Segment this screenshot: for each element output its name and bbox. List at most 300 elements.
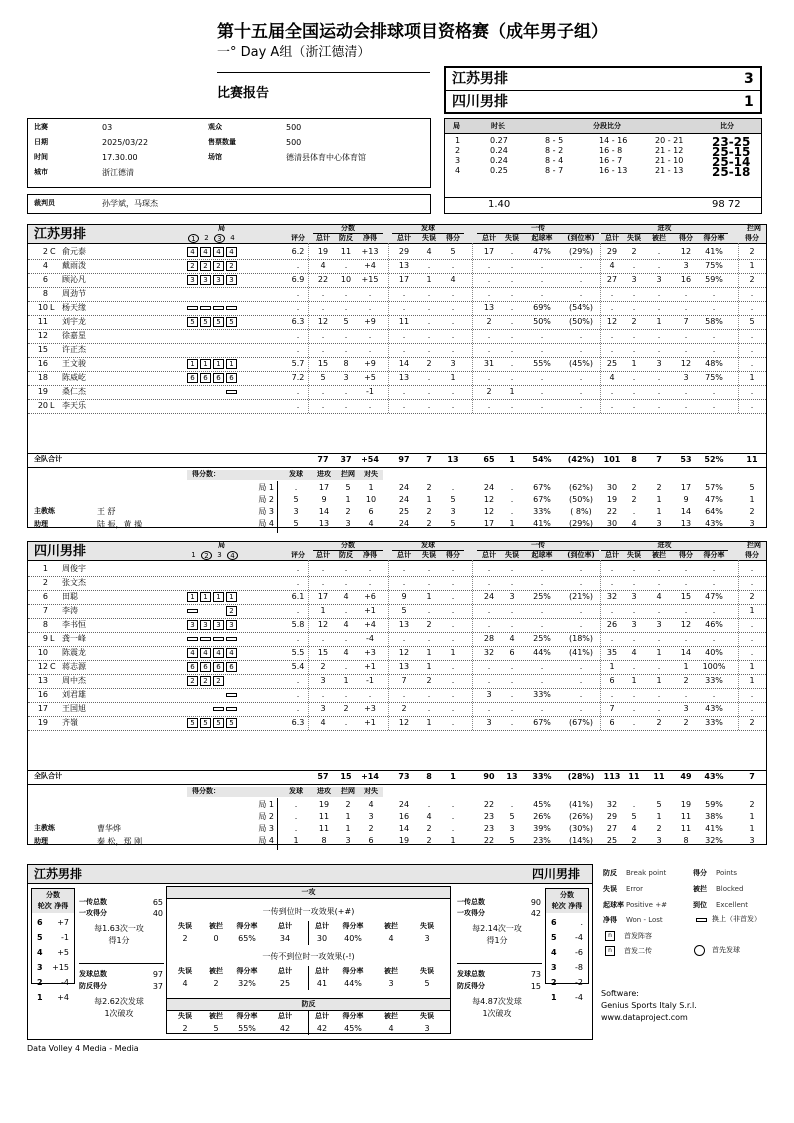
player-apc: . [712, 401, 716, 410]
player-re: . [510, 620, 514, 629]
player-ab: 3 [656, 275, 662, 284]
stat-col-header: 得分率 [236, 967, 258, 975]
player-ap: 12 [680, 620, 692, 629]
player-ab: 1 [656, 317, 662, 326]
player-rt2: 17 [483, 247, 495, 256]
set-ap: 19 [680, 800, 692, 809]
player-ap: . [684, 578, 688, 587]
set-re: 1 [509, 519, 515, 528]
player-ap: 14 [680, 648, 692, 657]
set-group-header: 局 [218, 541, 225, 549]
reception-total: 65 [152, 898, 163, 907]
set-pos: 41% [533, 519, 551, 528]
legend-value: Excellent [716, 901, 748, 909]
set-pos: 23% [533, 836, 551, 845]
player-se: . [427, 261, 431, 270]
set-apc: 47% [705, 495, 723, 504]
player-se: 2 [426, 620, 432, 629]
player-at: . [610, 331, 614, 340]
rotation-net: -4 [575, 993, 583, 1002]
tickets: 500 [286, 138, 302, 147]
player-role: L [50, 634, 55, 643]
set-partial-21: 20 - 21 [655, 136, 684, 145]
player-exc: . [579, 331, 583, 340]
player-number: 11 [37, 317, 48, 326]
substitution-mark [213, 637, 224, 641]
legend-value: Positive +# [626, 901, 667, 909]
software-name: Genius Sports Italy S.r.l. [601, 1001, 697, 1010]
set-rt: 22 [483, 836, 495, 845]
set-number-header: 2 [201, 551, 212, 560]
substitution-mark [226, 306, 237, 310]
player-exc: . [579, 676, 583, 685]
player-rt2: 24 [483, 592, 495, 601]
player-re: . [510, 289, 514, 298]
legend-label: 防反 [603, 869, 617, 877]
player-pos: . [540, 676, 544, 685]
player-se: . [427, 303, 431, 312]
player-sp: . [451, 718, 455, 727]
player-sp: . [451, 662, 455, 671]
set-re: . [510, 495, 514, 504]
stat-col-header: 总计 [315, 967, 329, 975]
player-pt: 19 [317, 247, 329, 256]
col-header-rerr: 失误 [505, 234, 519, 242]
set-ae: 2 [631, 483, 637, 492]
set-ap: 9 [683, 495, 689, 504]
player-role: C [50, 662, 56, 671]
set-points-d: 4 [368, 800, 374, 809]
set-points-d: 3 [368, 812, 374, 821]
set-points-a: . [294, 824, 298, 833]
set-sp: . [451, 483, 455, 492]
total-points: 98 72 [712, 199, 741, 210]
player-rt2: . [487, 345, 491, 354]
col-header-sace: 得分 [446, 551, 460, 559]
player-at: . [610, 690, 614, 699]
player-at: . [610, 303, 614, 312]
player-exc: (41%) [568, 648, 594, 657]
player-sp: 1 [450, 648, 456, 657]
setter-legend-icon: n [605, 946, 615, 956]
set-points-d: 4 [368, 519, 374, 528]
player-pt: . [321, 387, 325, 396]
player-ab: . [657, 345, 661, 354]
set-points-c: 3 [345, 519, 351, 528]
breakpoint-points: 15 [530, 982, 541, 991]
total-ae: 11 [628, 772, 640, 781]
set-points-c: 5 [345, 483, 351, 492]
stat-col-header: 被拦 [384, 1012, 398, 1020]
set-score: 25-14 [712, 155, 751, 169]
set-at: 32 [606, 800, 618, 809]
player-ae: 3 [631, 592, 637, 601]
starting-position: 4 [187, 648, 198, 658]
player-at: 29 [606, 247, 618, 256]
player-st: 29 [398, 247, 410, 256]
total-st: 97 [398, 455, 410, 464]
player-se: 1 [426, 718, 432, 727]
col-header-net: 净得 [363, 234, 377, 242]
player-name: 陈威屹 [62, 373, 86, 382]
player-bk: . [750, 345, 754, 354]
player-pos: . [540, 387, 544, 396]
set-re: 5 [509, 812, 515, 821]
player-pt: 4 [320, 261, 326, 270]
player-re: . [510, 331, 514, 340]
set-re: . [510, 507, 514, 516]
rotation-number: 3 [37, 963, 43, 972]
col-header-rtot: 总计 [482, 551, 496, 559]
points-breakdown-header: 对失 [364, 787, 378, 795]
stat-home-value: 65% [238, 934, 256, 943]
col-header-sace: 得分 [446, 234, 460, 242]
starting-position: 3 [213, 275, 224, 285]
player-rt: . [296, 606, 300, 615]
stat-away-value: 45% [344, 1024, 362, 1033]
total-at: 101 [603, 455, 621, 464]
player-name: 龚一峰 [62, 634, 86, 643]
player-re: . [510, 606, 514, 615]
total-ab: 11 [653, 772, 665, 781]
player-st: 13 [398, 620, 410, 629]
player-name: 桑仁杰 [62, 387, 86, 396]
reception-total: 90 [530, 898, 541, 907]
player-st: . [402, 401, 406, 410]
col-header-pos: 起球率 [531, 551, 553, 559]
starting-position: 1 [200, 359, 211, 369]
player-se: . [427, 345, 431, 354]
player-bk: . [750, 331, 754, 340]
player-sp: . [451, 317, 455, 326]
set-score: 23-25 [712, 135, 751, 149]
player-apc: 46% [705, 620, 723, 629]
player-ae: 3 [631, 620, 637, 629]
player-bk: . [750, 620, 754, 629]
points-breakdown-header: 拦网 [341, 787, 355, 795]
match-date: 2025/03/22 [102, 138, 149, 147]
stat-col-header: 被拦 [384, 967, 398, 975]
set-ap: 8 [683, 836, 689, 845]
player-re: . [510, 317, 514, 326]
player-number: 12 [37, 662, 48, 671]
set-apc: 59% [705, 800, 723, 809]
col-header-aerr: 失误 [627, 234, 641, 242]
player-pt: . [321, 564, 325, 573]
player-rt2: 2 [486, 317, 492, 326]
set-points-b: 9 [321, 495, 327, 504]
player-re: . [510, 373, 514, 382]
breakpoint-note: 每4.87次发球 [472, 997, 522, 1006]
starting-position: 5 [200, 317, 211, 327]
player-pt: 4 [320, 718, 326, 727]
player-ab: . [657, 704, 661, 713]
set-rt: 23 [483, 812, 495, 821]
total-wl: +54 [361, 455, 379, 464]
rotation-number: 3 [551, 963, 557, 972]
player-at: 27 [606, 275, 618, 284]
player-re: . [510, 578, 514, 587]
starter-legend-icon: n [605, 931, 615, 941]
player-number: 16 [37, 359, 48, 368]
player-se: . [427, 331, 431, 340]
rotation-number: 2 [37, 978, 43, 987]
away-team-name: 四川男排 [34, 544, 87, 559]
player-name: 刘君雄 [62, 690, 86, 699]
player-bk: . [750, 387, 754, 396]
player-rt: 5.4 [291, 662, 305, 671]
set-se: 2 [426, 483, 432, 492]
rotation-number: 4 [37, 948, 43, 957]
set-points-c: 1 [345, 495, 351, 504]
player-ap: 3 [683, 373, 689, 382]
player-apc: 33% [705, 718, 723, 727]
total-se: 7 [426, 455, 432, 464]
player-ae: 1 [631, 359, 637, 368]
player-pt: . [321, 331, 325, 340]
player-bk: 5 [749, 317, 755, 326]
player-ap: . [684, 345, 688, 354]
player-ap: . [684, 690, 688, 699]
legend-first-serve: 首先发球 [712, 946, 740, 954]
coach-label: 主教练 [34, 824, 55, 832]
player-re: . [510, 662, 514, 671]
player-bk: . [750, 578, 754, 587]
player-pt: 1 [320, 606, 326, 615]
player-bk: . [750, 564, 754, 573]
legend-substitution: 换上（非首发） [712, 915, 761, 923]
player-st: 5 [401, 606, 407, 615]
stat-away-value: 4 [388, 934, 394, 943]
set-ap: 14 [680, 507, 692, 516]
player-ap: 7 [683, 317, 689, 326]
player-ap: . [684, 331, 688, 340]
player-at: . [610, 345, 614, 354]
starting-position: 2 [187, 261, 198, 271]
serve-group-header: 发球 [421, 224, 435, 232]
set-apc: 38% [705, 812, 723, 821]
stat-col-header: 得分率 [342, 922, 364, 930]
away-sets-won: 1 [744, 94, 754, 110]
set-points-d: 6 [368, 507, 374, 516]
reception-group-header: 一传 [531, 224, 545, 232]
player-pos: . [540, 564, 544, 573]
match-city: 浙江德清 [102, 168, 134, 177]
player-rt: . [296, 345, 300, 354]
total-ap: 53 [680, 455, 692, 464]
player-st: 11 [398, 317, 410, 326]
total-pt: 57 [317, 772, 329, 781]
player-sp: . [451, 564, 455, 573]
player-rt: . [296, 261, 300, 270]
set-at: 25 [606, 836, 618, 845]
player-ap: 2 [683, 718, 689, 727]
rotation-number: 1 [551, 993, 557, 1002]
player-se: 1 [426, 275, 432, 284]
player-st: . [402, 303, 406, 312]
player-rt2: 32 [483, 648, 495, 657]
starting-position: 1 [213, 359, 224, 369]
set-exc: (41%) [568, 800, 594, 809]
player-bk: 2 [749, 592, 755, 601]
col-header-tot: 总计 [316, 551, 330, 559]
starting-position: 6 [213, 373, 224, 383]
player-exc: (29%) [568, 247, 594, 256]
set-partial-21: 21 - 12 [655, 146, 684, 155]
set-points-b: 11 [318, 812, 330, 821]
player-ab: . [657, 373, 661, 382]
player-rt: . [296, 303, 300, 312]
player-at: . [610, 564, 614, 573]
sideout-note: 得1分 [108, 936, 130, 945]
player-re: . [510, 690, 514, 699]
stat-col-header: 失误 [420, 967, 434, 975]
total-ab: 7 [656, 455, 662, 464]
substitution-mark [213, 306, 224, 310]
player-name: 杨天缘 [62, 303, 86, 312]
set-points-b: 13 [318, 519, 330, 528]
player-number: 19 [37, 387, 48, 396]
points-breakdown-label: 得分数： [192, 787, 220, 795]
date-label: 日期 [34, 138, 48, 146]
stat-col-header: 总计 [315, 1012, 329, 1020]
player-ap: 15 [680, 592, 692, 601]
set-rt: 12 [483, 507, 495, 516]
rotation-net: +7 [57, 918, 69, 927]
rotation-net: -8 [575, 963, 583, 972]
total-re: 13 [506, 772, 518, 781]
stat-col-header: 被拦 [209, 922, 223, 930]
set-bk: 3 [749, 836, 755, 845]
stat-col-header: 失误 [178, 922, 192, 930]
player-st: 17 [398, 275, 410, 284]
player-wl: . [368, 303, 372, 312]
player-ab: . [657, 690, 661, 699]
set-sp: 1 [450, 836, 456, 845]
player-bk: . [750, 648, 754, 657]
player-rt: 5.7 [291, 359, 305, 368]
set-ab: 1 [656, 812, 662, 821]
player-rt: 6.3 [291, 718, 305, 727]
total-bp: 15 [340, 772, 352, 781]
points-breakdown-header: 拦网 [341, 470, 355, 478]
rotation-number: 5 [551, 933, 557, 942]
player-ab: . [657, 401, 661, 410]
set-label: 局 2 [258, 812, 274, 821]
player-ae: . [632, 564, 636, 573]
stat-away-value: 40% [344, 934, 362, 943]
set-st: 24 [398, 495, 410, 504]
player-wl: +1 [364, 606, 376, 615]
player-pt: 3 [320, 676, 326, 685]
coach-name: 王 舒 [97, 507, 116, 516]
venue: 德清县体育中心体育馆 [286, 153, 366, 162]
player-se: . [427, 401, 431, 410]
rotation-header: 分数 [46, 891, 60, 899]
col-header-serr: 失误 [422, 551, 436, 559]
player-rt: . [296, 634, 300, 643]
player-st: 7 [401, 676, 407, 685]
set-ae: 4 [631, 519, 637, 528]
player-bp: 2 [343, 704, 349, 713]
player-se: . [427, 317, 431, 326]
player-se: . [427, 578, 431, 587]
player-sp: 1 [450, 373, 456, 382]
points-group-header: 分数 [341, 541, 355, 549]
set-apc: 43% [705, 519, 723, 528]
set-bk: 3 [749, 519, 755, 528]
stat-col-header: 被拦 [209, 1012, 223, 1020]
total-pos: 33% [532, 772, 552, 781]
legend-label: 得分 [693, 869, 707, 877]
player-at: . [610, 578, 614, 587]
set-points-c: 1 [345, 824, 351, 833]
sideout-positive-title: 一传到位时一攻效果(+#) [262, 907, 355, 916]
serve-total-label: 发球总数 [79, 970, 107, 978]
player-sp: . [451, 690, 455, 699]
player-name: 刘宇龙 [62, 317, 86, 326]
set-bk: 1 [749, 824, 755, 833]
points-group-header: 分数 [341, 224, 355, 232]
player-st: . [402, 634, 406, 643]
sideout-points-label: 一攻得分 [457, 909, 485, 917]
player-rt: . [296, 289, 300, 298]
starting-position: 1 [187, 592, 198, 602]
set-rt: 23 [483, 824, 495, 833]
total-rt2: 65 [483, 455, 495, 464]
set-ab: 2 [656, 824, 662, 833]
player-ab: . [657, 261, 661, 270]
player-re: 6 [509, 648, 515, 657]
set-points-c: 1 [345, 812, 351, 821]
player-pt: 15 [317, 648, 329, 657]
player-rt2: . [487, 676, 491, 685]
set-score: 25-15 [712, 145, 751, 159]
stat-home-value: 0 [213, 934, 219, 943]
player-se: 4 [426, 247, 432, 256]
set-se: . [427, 800, 431, 809]
match-info-box [27, 118, 431, 188]
set-ap: 17 [680, 483, 692, 492]
player-wl: +6 [364, 592, 376, 601]
player-bk: 1 [749, 261, 755, 270]
stat-away-value: 5 [424, 979, 430, 988]
total-at: 113 [603, 772, 621, 781]
player-re: 4 [509, 634, 515, 643]
player-ap: . [684, 634, 688, 643]
player-ae: 1 [631, 676, 637, 685]
player-name: 李涛 [62, 606, 78, 615]
set-number-header: 4 [230, 234, 235, 242]
player-number: 13 [37, 676, 48, 685]
stat-home-value: 5 [213, 1024, 219, 1033]
set-partial-8: 8 - 7 [545, 166, 564, 175]
player-at: 6 [609, 718, 615, 727]
set-exc: ( 8%) [570, 507, 592, 516]
player-sp: . [451, 578, 455, 587]
player-bk: . [750, 634, 754, 643]
player-at: 7 [609, 704, 615, 713]
stat-home-value: 2 [213, 979, 219, 988]
sets-header-set: 局 [453, 122, 460, 130]
starting-position: 2 [213, 261, 224, 271]
breakpoint-note: 1次破攻 [104, 1009, 134, 1018]
player-apc: . [712, 289, 716, 298]
stat-col-header: 总计 [278, 1012, 292, 1020]
set-points-c: 3 [345, 836, 351, 845]
player-bk: 2 [749, 275, 755, 284]
breakpoint-points: 37 [152, 982, 163, 991]
